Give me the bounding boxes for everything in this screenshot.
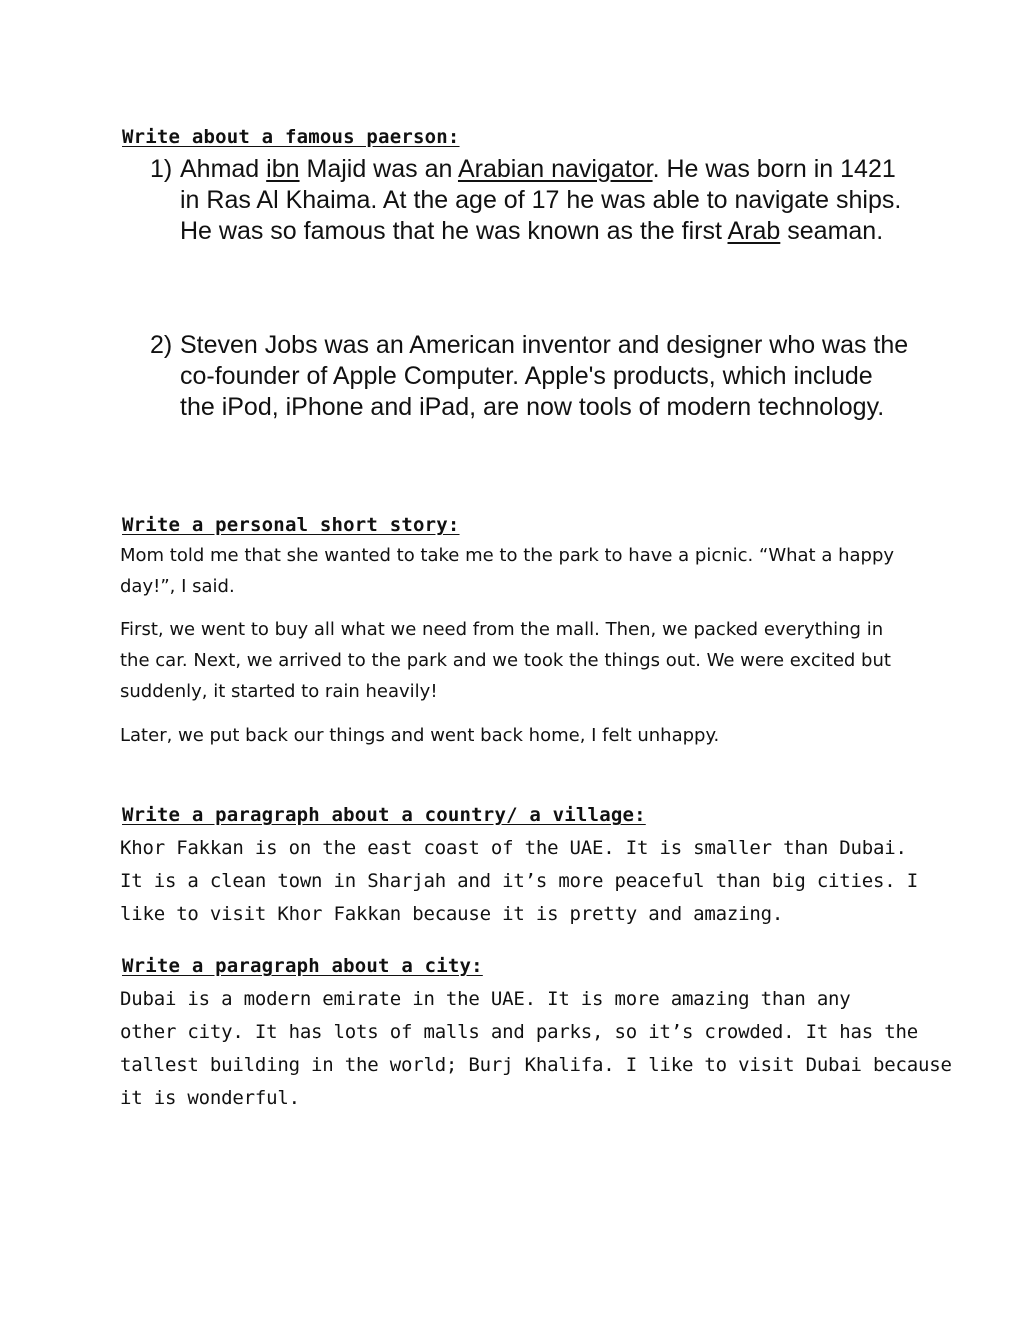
short-story-heading: Write a personal short story: [122,514,460,536]
famous-person-heading: Write about a famous paerson: [122,126,460,148]
text-run: . He was born in 1421 in Ras Al Khaima. At the age of 17 he was able to navigate ships. He was so famous that he was known as the first [180,155,902,245]
text-run: Ahmad [180,155,267,183]
text-run: seaman. [780,217,884,245]
list-number: 2) [150,331,173,359]
country-paragraph [120,832,918,931]
story-paragraph-3: Later, we put back our things and went back home, I felt unhappy. [120,725,720,746]
paragraph-line: Dubai is a modern emirate in the UAE. It is more amazing than any [120,988,851,1010]
paragraph-line: other city. It has lots of malls and parks, so it’s crowded. It has the [120,1021,918,1043]
city-heading: Write a paragraph about a city: [122,955,483,977]
underlined-text: ibn [266,155,300,183]
paragraph-line: It is a clean town in Sharjah and it’s more peaceful than big cities. I [120,870,918,892]
country-heading: Write a paragraph about a country/ a village: [122,804,646,826]
list-item-text: Steven Jobs was an American inventor and designer who was the co-founder of Apple Computer. Apple's products, which include the iPod, iPhone and iPad, are now tools of modern technology. [180,331,909,421]
list-number: 1) [150,155,173,183]
paragraph-line: like to visit Khor Fakkan because it is pretty and amazing. [120,903,784,925]
paragraph-line: it is wonderful. [120,1087,300,1109]
story-paragraph-1: Mom told me that she wanted to take me to the park to have a picnic. “What a happy day!”, I said. [120,545,895,597]
underlined-text: Arab [727,217,781,245]
city-paragraph [120,983,952,1115]
paragraph-line: tallest building in the world; Burj Khalifa. I like to visit Dubai because [120,1054,952,1076]
story-paragraph-2: First, we went to buy all what we need from the mall. Then, we packed everything in the car. Next, we arrived to the park and we took the things out. We were excited but suddenly, it started to rain heavily! [120,619,891,702]
text-run: Majid was an [299,155,458,183]
paragraph-line: Khor Fakkan is on the east coast of the UAE. It is smaller than Dubai. [120,837,907,859]
underlined-text: Arabian navigator [457,155,653,183]
list-item-text [180,154,910,247]
